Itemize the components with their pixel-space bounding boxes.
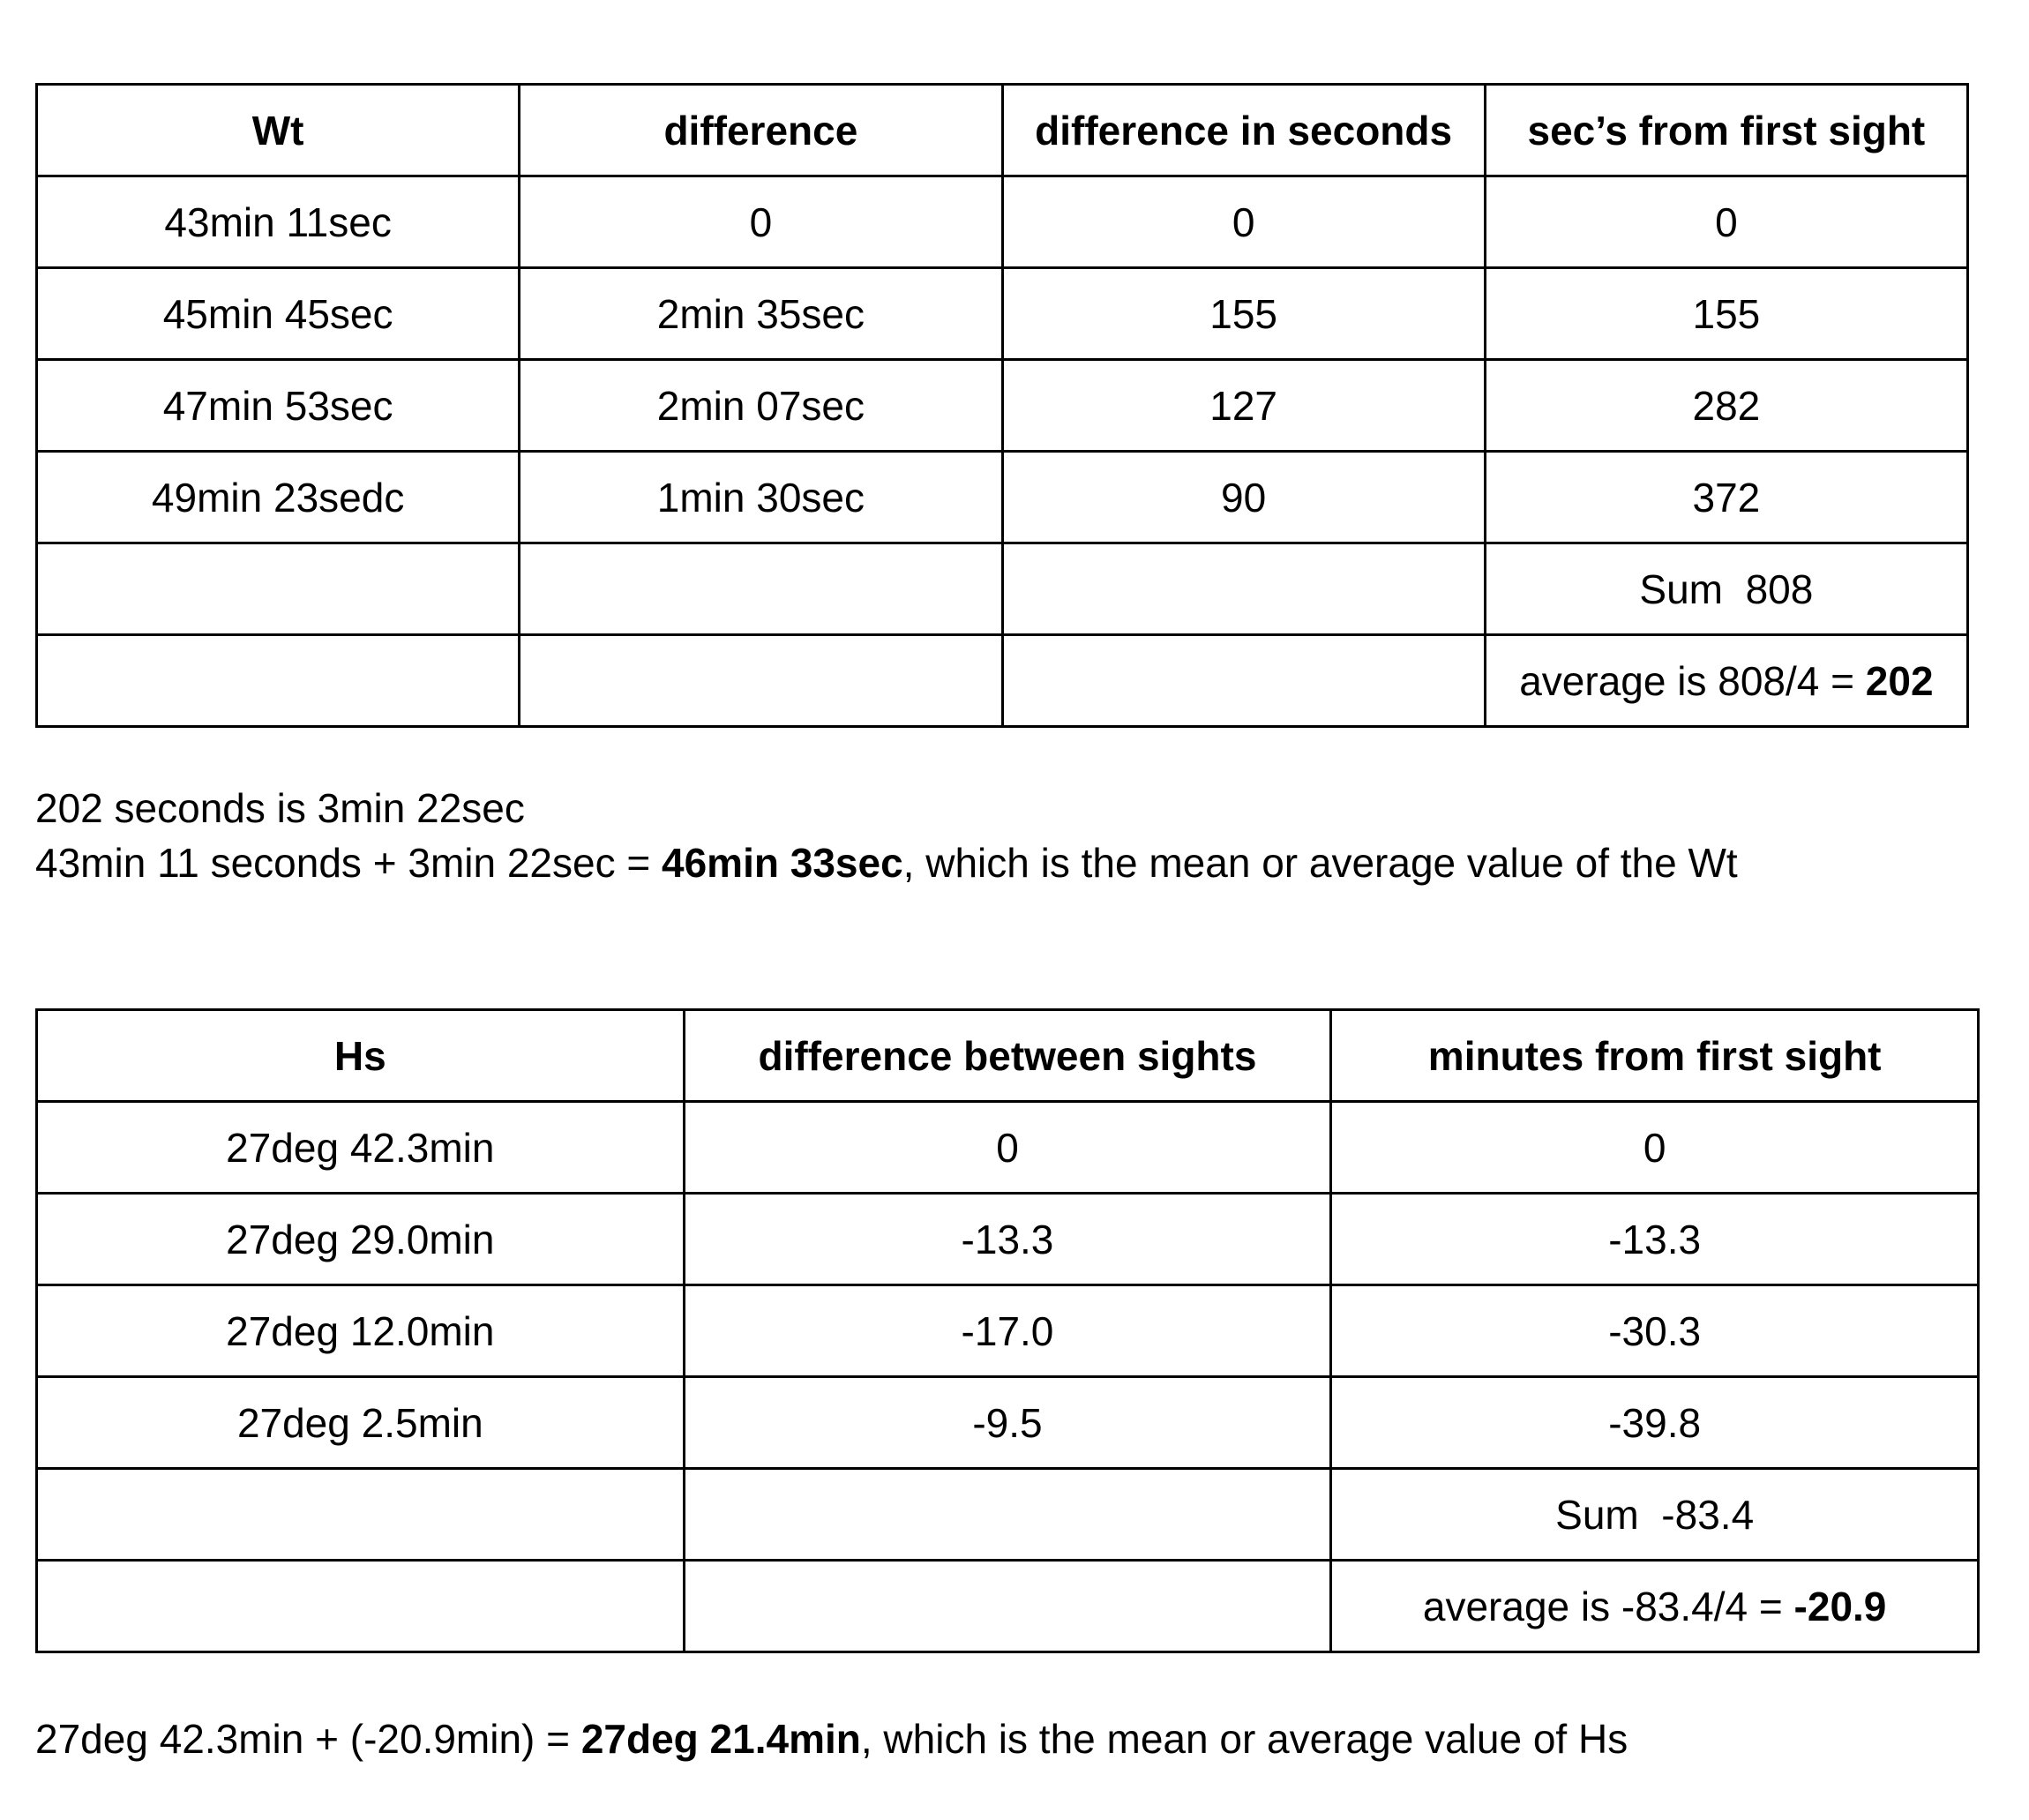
table-row <box>37 176 1968 268</box>
table-cell: 27deg 2.5min <box>37 1377 685 1469</box>
table-cell: 45min 45sec <box>37 268 520 360</box>
table-row <box>37 1194 1979 1285</box>
wt-average-cell <box>1485 635 1967 727</box>
table-row <box>37 1561 1979 1652</box>
table-cell: 27deg 29.0min <box>37 1194 685 1285</box>
table-row <box>37 543 1968 635</box>
table-cell: -30.3 <box>1331 1285 1979 1377</box>
table-row <box>37 1469 1979 1561</box>
wt-note-line-2 <box>35 835 1738 890</box>
wt-note-suffix: , which is the mean or average value of the Wt <box>902 840 1738 886</box>
wt-note-prefix: 43min 11 seconds + 3min 22sec = <box>35 840 663 886</box>
hs-header-cell: Hs <box>37 1010 685 1102</box>
table-cell: 2min 35sec <box>520 268 1002 360</box>
table-cell: -13.3 <box>684 1194 1331 1285</box>
table-row <box>37 635 1968 727</box>
table-cell: 372 <box>1485 452 1967 543</box>
table-cell: 0 <box>1002 176 1485 268</box>
wt-header-cell: difference <box>520 85 1002 176</box>
table-row <box>37 452 1968 543</box>
table-cell <box>37 1469 685 1561</box>
wt-header-cell: Wt <box>37 85 520 176</box>
table-cell: 282 <box>1485 360 1967 452</box>
table-cell <box>520 635 1002 727</box>
table-cell: 27deg 12.0min <box>37 1285 685 1377</box>
table-cell: 0 <box>1485 176 1967 268</box>
table-cell: 47min 53sec <box>37 360 520 452</box>
table-cell <box>37 543 520 635</box>
table-row <box>37 1285 1979 1377</box>
hs-note-suffix: , which is the mean or average value of Hs <box>860 1716 1628 1762</box>
table-row <box>37 268 1968 360</box>
hs-average-cell <box>1331 1561 1979 1652</box>
table-cell: 27deg 42.3min <box>37 1102 685 1194</box>
table-cell <box>37 635 520 727</box>
wt-average-label: average is 808/4 = <box>1519 657 1866 704</box>
hs-sum-cell: Sum -83.4 <box>1331 1469 1979 1561</box>
table-cell: 49min 23sedc <box>37 452 520 543</box>
table-row <box>37 1377 1979 1469</box>
table-cell: 1min 30sec <box>520 452 1002 543</box>
table-cell: -17.0 <box>684 1285 1331 1377</box>
table-cell <box>37 1561 685 1652</box>
table-cell: 155 <box>1002 268 1485 360</box>
table-cell: 0 <box>684 1102 1331 1194</box>
hs-header-cell: minutes from first sight <box>1331 1010 1979 1102</box>
wt-header-cell: difference in seconds <box>1002 85 1485 176</box>
table-row <box>37 1102 1979 1194</box>
hs-note-prefix: 27deg 42.3min + (-20.9min) = <box>35 1716 581 1762</box>
wt-table <box>35 83 1969 728</box>
wt-notes <box>35 781 1738 890</box>
wt-table-header-row <box>37 85 1968 176</box>
hs-table-header-row <box>37 1010 1979 1102</box>
table-cell <box>684 1561 1331 1652</box>
wt-note-line-1: 202 seconds is 3min 22sec <box>35 785 525 831</box>
table-cell: 43min 11sec <box>37 176 520 268</box>
table-cell <box>1002 635 1485 727</box>
table-row <box>37 360 1968 452</box>
table-cell: -9.5 <box>684 1377 1331 1469</box>
table-cell: -39.8 <box>1331 1377 1979 1469</box>
hs-header-cell: difference between sights <box>684 1010 1331 1102</box>
wt-mean-value: 46min 33sec <box>662 840 903 886</box>
hs-table <box>35 1008 1980 1653</box>
hs-average-label: average is -83.4/4 = <box>1422 1583 1794 1629</box>
table-cell: -13.3 <box>1331 1194 1979 1285</box>
table-cell <box>520 543 1002 635</box>
hs-mean-value: 27deg 21.4min <box>580 1716 861 1762</box>
table-cell: 0 <box>520 176 1002 268</box>
table-cell: 90 <box>1002 452 1485 543</box>
wt-sum-cell: Sum 808 <box>1485 543 1967 635</box>
table-cell: 127 <box>1002 360 1485 452</box>
table-cell: 155 <box>1485 268 1967 360</box>
table-cell: 0 <box>1331 1102 1979 1194</box>
wt-header-cell: sec’s from first sight <box>1485 85 1967 176</box>
wt-average-value: 202 <box>1865 657 1934 704</box>
table-cell: 2min 07sec <box>520 360 1002 452</box>
table-cell <box>1002 543 1485 635</box>
table-cell <box>684 1469 1331 1561</box>
hs-note <box>35 1711 1628 1766</box>
hs-average-value: -20.9 <box>1793 1583 1887 1629</box>
